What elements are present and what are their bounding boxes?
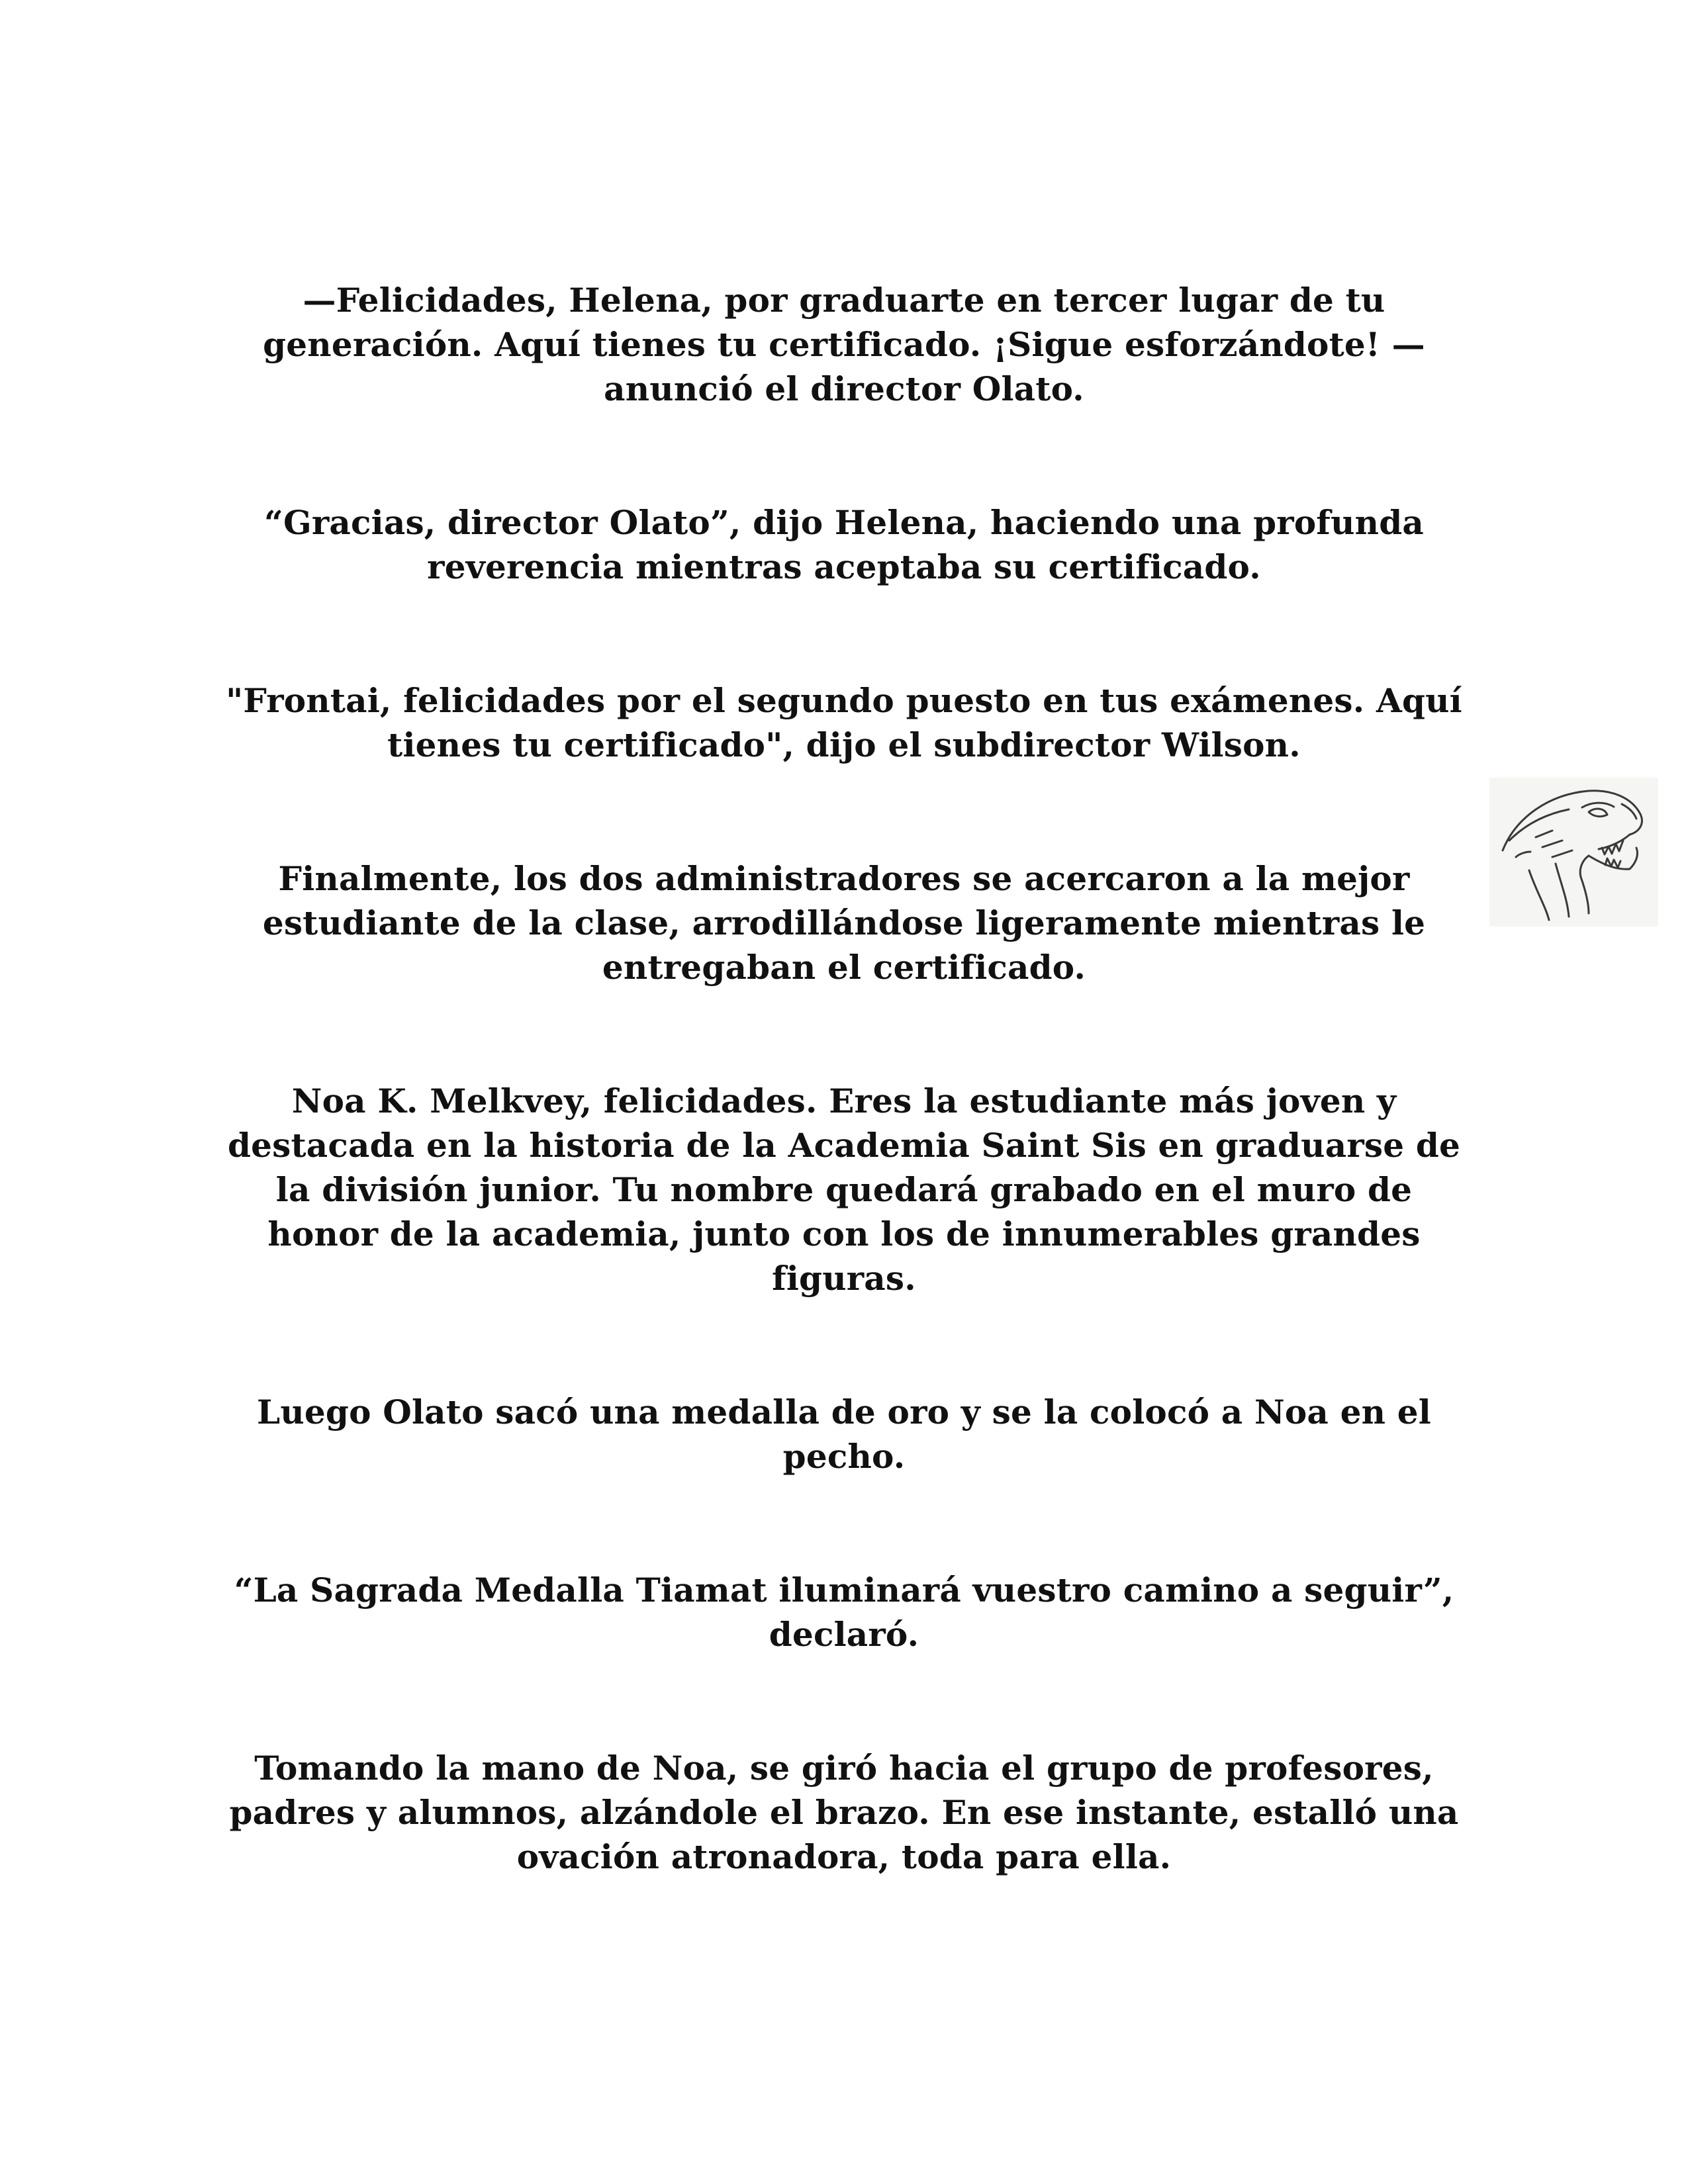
text-column: [225, 278, 1463, 1879]
paragraph-2: “Gracias, director Olato”, dijo Helena, haciendo una profunda reverencia mientras aceptaba su certificado.: [264, 503, 1424, 586]
dinosaur-sketch-icon: [1489, 778, 1658, 927]
paragraph-4: Finalmente, los dos administradores se acercaron a la mejor estudiante de la clase, arrodillándose ligeramente mientras le entregaban el certificado.: [262, 859, 1426, 987]
paragraph-1: —Felicidades, Helena, por graduarte en tercer lugar de tu generación. Aquí tienes tu certificado. ¡Sigue esforzándote! —anunció el director Olato.: [263, 281, 1425, 408]
paragraph-5: Noa K. Melkvey, felicidades. Eres la estudiante más joven y destacada en la historia de la Academia Saint Sis en graduarse de la división junior. Tu nombre quedará grabado en el muro de honor de la academia, junto con los de innumerables grandes figuras.: [227, 1081, 1461, 1298]
paragraph-6: Luego Olato sacó una medalla de oro y se la colocó a Noa en el pecho.: [257, 1392, 1431, 1476]
paragraph-3: "Frontai, felicidades por el segundo puesto en tus exámenes. Aquí tienes tu certificado", dijo el subdirector Wilson.: [226, 681, 1462, 764]
paragraph-8: Tomando la mano de Noa, se giró hacia el grupo de profesores, padres y alumnos, alzándole el brazo. En ese instante, estalló una ovación atronadora, toda para ella.: [229, 1749, 1459, 1876]
paragraph-7: “La Sagrada Medalla Tiamat iluminará vuestro camino a seguir”, declaró.: [234, 1570, 1454, 1654]
